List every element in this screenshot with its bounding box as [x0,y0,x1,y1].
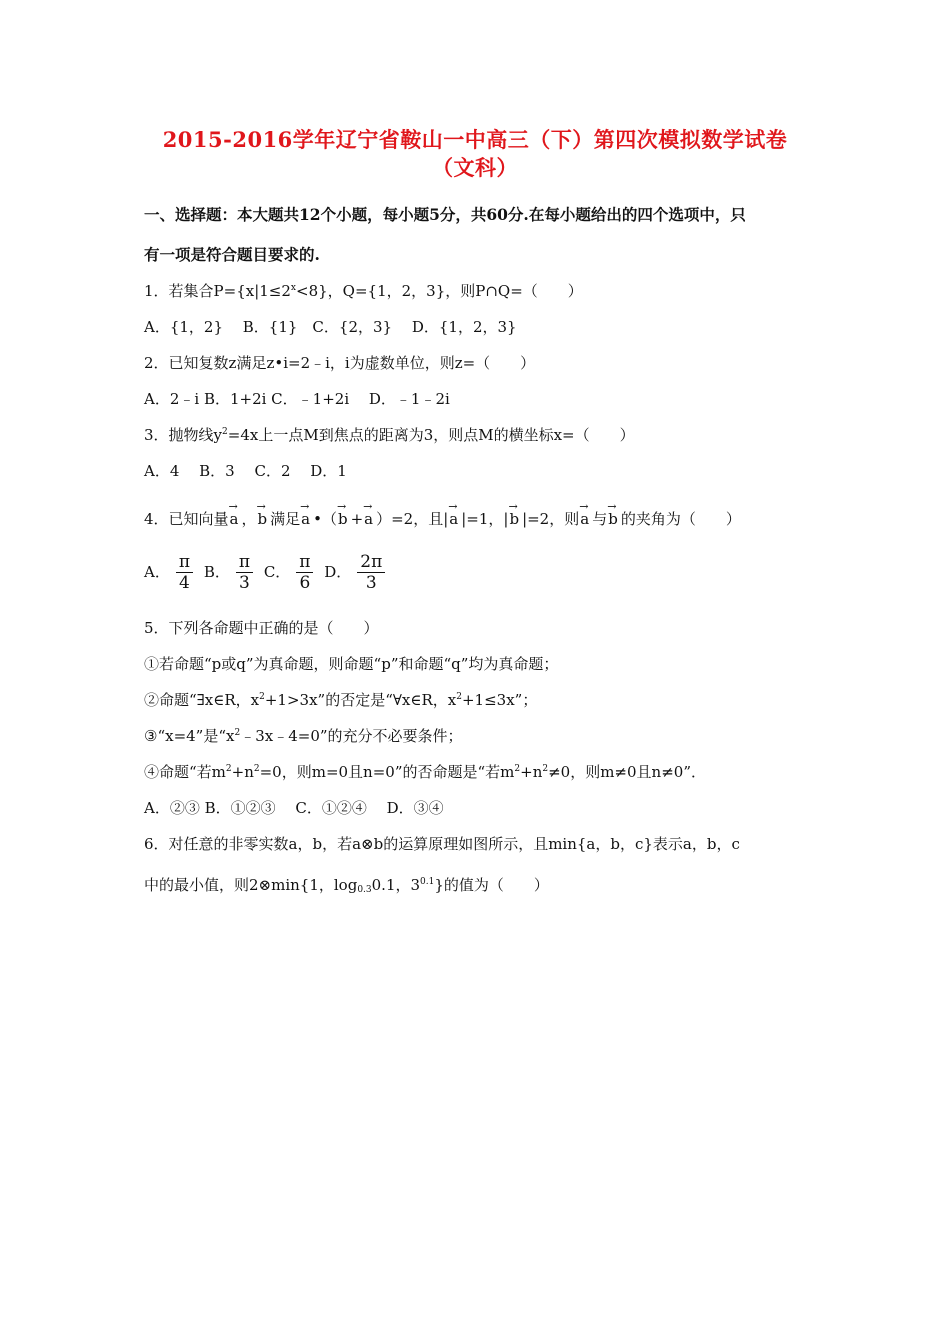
question-6-stem-line2: 中的最小值，则2⊗min{1，$\log_{0.3}0.1$，$3^{0.1}$}的值为（ ） [144,876,549,895]
arrow-icon: → [607,500,617,513]
question-2-stem: 2．已知复数z满足z•i=2﹣i，i为虚数单位，则z=（ ） [144,354,536,372]
vector-b: → b [508,500,520,528]
fraction-2pi-over-3: $\frac{2\pi}{3}$ [357,552,385,593]
question-2-options: A．2﹣i B．1+2i C．﹣1+2i D．﹣1﹣2i [144,390,450,408]
question-5-options: A．②③ B．①②③ C．①②④ D．③④ [144,799,444,817]
vector-b: → b [256,500,268,528]
arrow-icon: → [300,500,310,513]
arrow-icon: → [508,500,518,513]
vector-a: → a [363,500,374,528]
exam-title-line2: （文科） [432,155,518,180]
question-5-statement-1: ①若命题“p或q”为真命题，则命题“p”和命题“q”均为真命题； [144,655,559,673]
exam-title-line1: 2015-2016学年辽宁省鞍山一中高三（下）第四次模拟数学试卷 [162,127,788,152]
vector-b: → b [336,500,348,528]
question-5-statement-2: ②命题“∃x∈R，$x^2+1>3x$”的否定是“∀x∈R，$x^2+1\le 3x$”； [144,691,538,709]
question-3-stem: 3．抛物线$y^2=4x$上一点M到焦点的距离为3，则点M的横坐标x=（ ） [144,426,635,444]
question-5-statement-3: ③“x=4”是“$x^2﹣3x﹣4=0$”的充分不必要条件； [144,727,463,745]
arrow-icon: → [579,500,589,513]
vector-a: → a [300,500,311,528]
vector-b: → b [607,500,618,528]
question-6-stem-line1: 6．对任意的非零实数a，b，若a⊗b的运算原理如图所示，且min{a，b，c}表示a，b，c [144,835,740,853]
question-1-options: A．{1，2} B．{1} C．{2，3} D．{1，2，3} [144,318,517,336]
question-5-statement-4: ④命题“若$m^2+n^2=0$，则m=0且n=0”的否命题是“若$m^2+n^2\ne 0$，则m≠0且n≠0”． [144,763,706,781]
section-heading-line1: 一、选择题：本大题共12个小题，每小题5分，共60分.在每小题给出的四个选项中，只 [144,205,746,224]
fraction-pi-over-4: $\frac{\pi}{4}$ [176,552,193,593]
arrow-icon: → [336,500,347,513]
arrow-icon: → [256,500,266,513]
arrow-icon: → [363,500,373,513]
question-4-options: A． $\frac{\pi}{4}$ B． $\frac{\pi}{3}$ C． $\frac{\pi}{6}$ D． $\frac{2\pi}{3}$ [144,552,391,593]
fraction-pi-over-3: $\frac{\pi}{3}$ [236,552,253,593]
question-4-stem: 4．已知向量 → a ， → b 满足 → a •（ → b + → a ）=2，且| → a |=1，| → b |=2，则 → a 与 → b 的夹角为（ ） [144,500,741,528]
vector-a: → a [579,500,590,528]
arrow-icon: → [448,500,458,513]
section-heading-line2: 有一项是符合题目要求的. [144,245,320,264]
vector-a: → a [448,500,459,528]
question-1-stem: 1．若集合$P=\{x|1\le 2^x<8\}$，Q={1，2，3}，则P∩Q=（ ） [144,282,583,300]
question-5-stem: 5．下列各命题中正确的是（ ） [144,619,379,637]
question-3-options: A．4 B．3 C．2 D．1 [144,462,347,480]
vector-a: → a [228,500,239,528]
fraction-pi-over-6: $\frac{\pi}{6}$ [296,552,313,593]
arrow-icon: → [228,500,238,513]
